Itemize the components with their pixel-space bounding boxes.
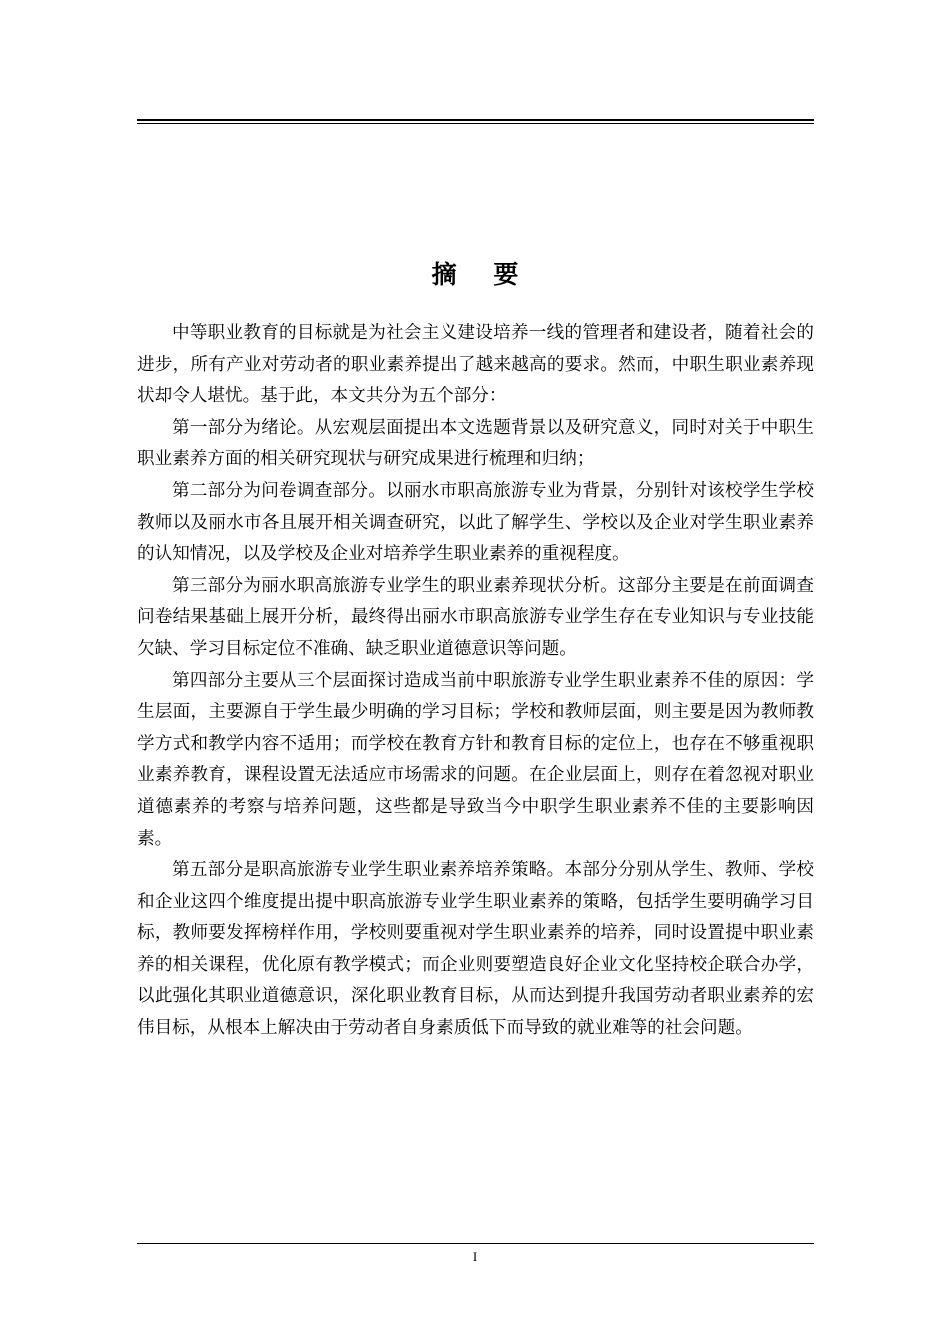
paragraph-part-two: 第二部分为问卷调查部分。以丽水市职高旅游专业为背景，分别针对该校学生学校教师以及丽水市各且展开相关调查研究，以此了解学生、学校以及企业对学生职业素养的认知情况，以及学校及企业对培养学生职业素养的重视程度。 [137, 480, 814, 565]
footer-rule [137, 1243, 814, 1244]
paragraph-part-one: 第一部分为绪论。从宏观层面提出本文选题背景以及研究意义，同时对关于中职生职业素养方面的相关研究现状与研究成果进行梳理和归纳； [137, 417, 814, 470]
paragraph-part-three: 第三部分为丽水职高旅游专业学生的职业素养现状分析。这部分主要是在前面调查问卷结果基础上展开分析，最终得出丽水市职高旅游专业学生存在专业知识与专业技能欠缺、学习目标定位不准确、缺乏职业道德意识等问题。 [137, 575, 814, 659]
page-number: I [472, 1249, 478, 1264]
header-rule [137, 119, 814, 124]
abstract-body [137, 318, 814, 1045]
paragraph-part-four: 第四部分主要从三个层面探讨造成当前中职旅游专业学生职业素养不佳的原因：学生层面，主要源自于学生最少明确的学习目标；学校和教师层面，则主要是因为教师教学方式和教学内容不适用；而学校在教育方针和教育目标的定位上，也存在不够重视职业素养教育，课程设置无法适应市场需求的问题。在企业层面上，则存在着忽视对职业道德素养的考察与培养问题，这些都是导致当今中职学生职业素养不佳的主要影响因素。 [137, 670, 814, 849]
paragraph-part-five: 第五部分是职高旅游专业学生职业素养培养策略。本部分分别从学生、教师、学校和企业这四个维度提出提中职高旅游专业学生职业素养的策略，包括学生要明确学习目标，教师要发挥榜样作用，学校则要重视对学生职业素养的培养，同时设置提中职业素养的相关课程，优化原有教学模式；而企业则要塑造良好企业文化坚持校企联合办学，以此强化其职业道德意识，深化职业教育目标，从而达到提升我国劳动者职业素养的宏伟目标，从根本上解决由于劳动者自身素质低下而导致的就业难等的社会问题。 [137, 860, 814, 1039]
paragraph-intro: 中等职业教育的目标就是为社会主义建设培养一线的管理者和建设者，随着社会的进步，所有产业对劳动者的职业素养提出了越来越高的要求。然而，中职生职业素养现状却令人堪忧。基于此，本文共分为五个部分： [137, 323, 814, 407]
abstract-title: 摘 要 [431, 259, 533, 289]
